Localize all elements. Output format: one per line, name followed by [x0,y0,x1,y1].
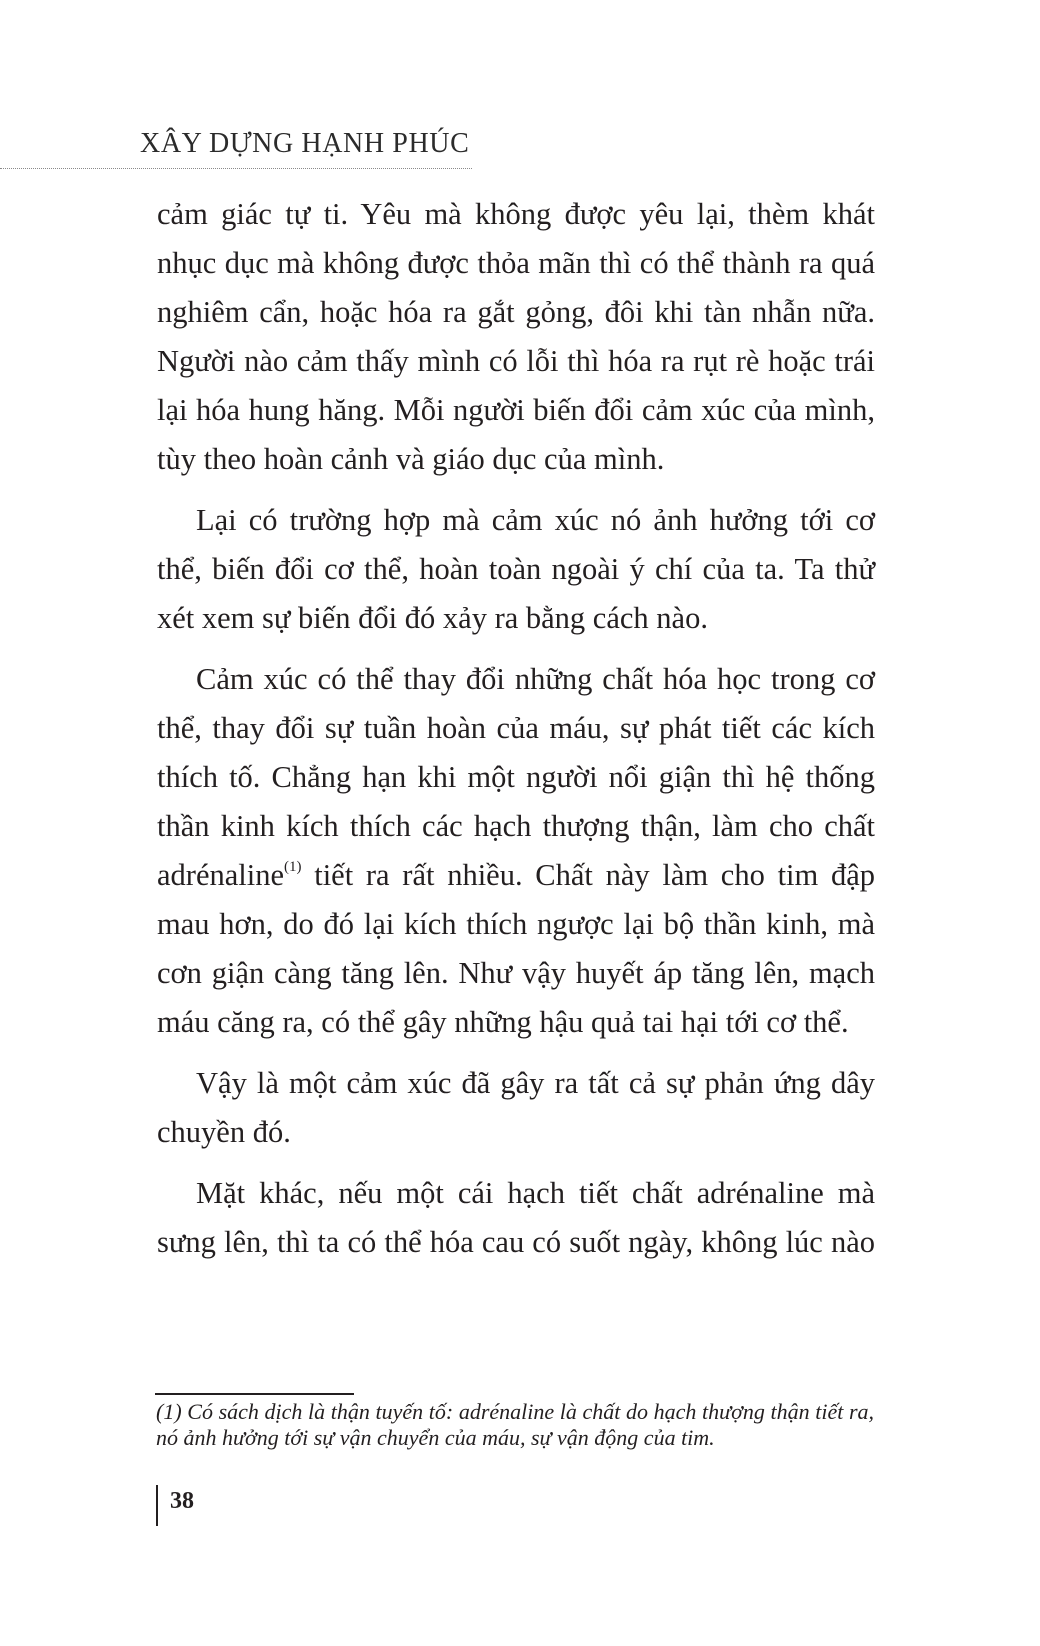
page-number-bar [156,1485,158,1526]
paragraph-4: Vậy là một cảm xúc đã gây ra tất cả sự phản ứng dây chuyền đó. [157,1066,875,1149]
running-head: XÂY DỰNG HẠNH PHÚC [140,128,470,159]
paragraph-3-text-after: tiết ra rất nhiều. Chất này làm cho tim đập mau hơn, do đó lại kích thích ngược lại bộ thần kinh, mà cơn giận càng tăng lên. Như vậy huyết áp tăng lên, mạch máu căng ra, có thể gây những hậu quả tai hại tới cơ thể. [157,858,875,1039]
footnote-rule [155,1393,354,1395]
footnote-reference: (1) [284,859,302,875]
footnote: (1) Có sách dịch là thận tuyến tố: adrénaline là chất do hạch thượng thận tiết ra, nó ảnh hưởng tới sự vận chuyển của máu, sự vận động của tim. [156,1399,874,1450]
paragraph-5 [157,1169,875,1267]
paragraph-1: cảm giác tự ti. Yêu mà không được yêu lại, thèm khát nhục dục mà không được thỏa mãn thì có thể thành ra quá nghiêm cẩn, hoặc hóa ra gắt gỏng, đôi khi tàn nhẫn nữa. Người nào cảm thấy mình có lỗi thì hóa ra rụt rè hoặc trái lại hóa hung hăng. Mỗi người biến đổi cảm xúc của mình, tùy theo hoàn cảnh và giáo dục của mình. [157,197,875,476]
header-dotted-rule [0,168,472,169]
paragraph-3 [157,655,875,1047]
body-text [157,190,875,1279]
paragraph-5-text: Mặt khác, nếu một cái hạch tiết chất adrénaline mà sưng lên, thì ta có thể hóa cau có suốt ngày, không lúc nào [157,1176,875,1259]
paragraph-2: Lại có trường hợp mà cảm xúc nó ảnh hưởng tới cơ thể, biến đổi cơ thể, hoàn toàn ngoài ý chí của ta. Ta thử xét xem sự biến đổi đó xảy ra bằng cách nào. [157,503,875,635]
paragraph-3-text-before: Cảm xúc có thể thay đổi những chất hóa học trong cơ thể, thay đổi sự tuần hoàn của máu, sự phát tiết các kích thích tố. Chẳng hạn khi một người nổi giận thì hệ thống thần kinh kích thích các hạch thượng thận, làm cho chất adrénaline [157,662,875,892]
page-number: 38 [170,1488,194,1514]
